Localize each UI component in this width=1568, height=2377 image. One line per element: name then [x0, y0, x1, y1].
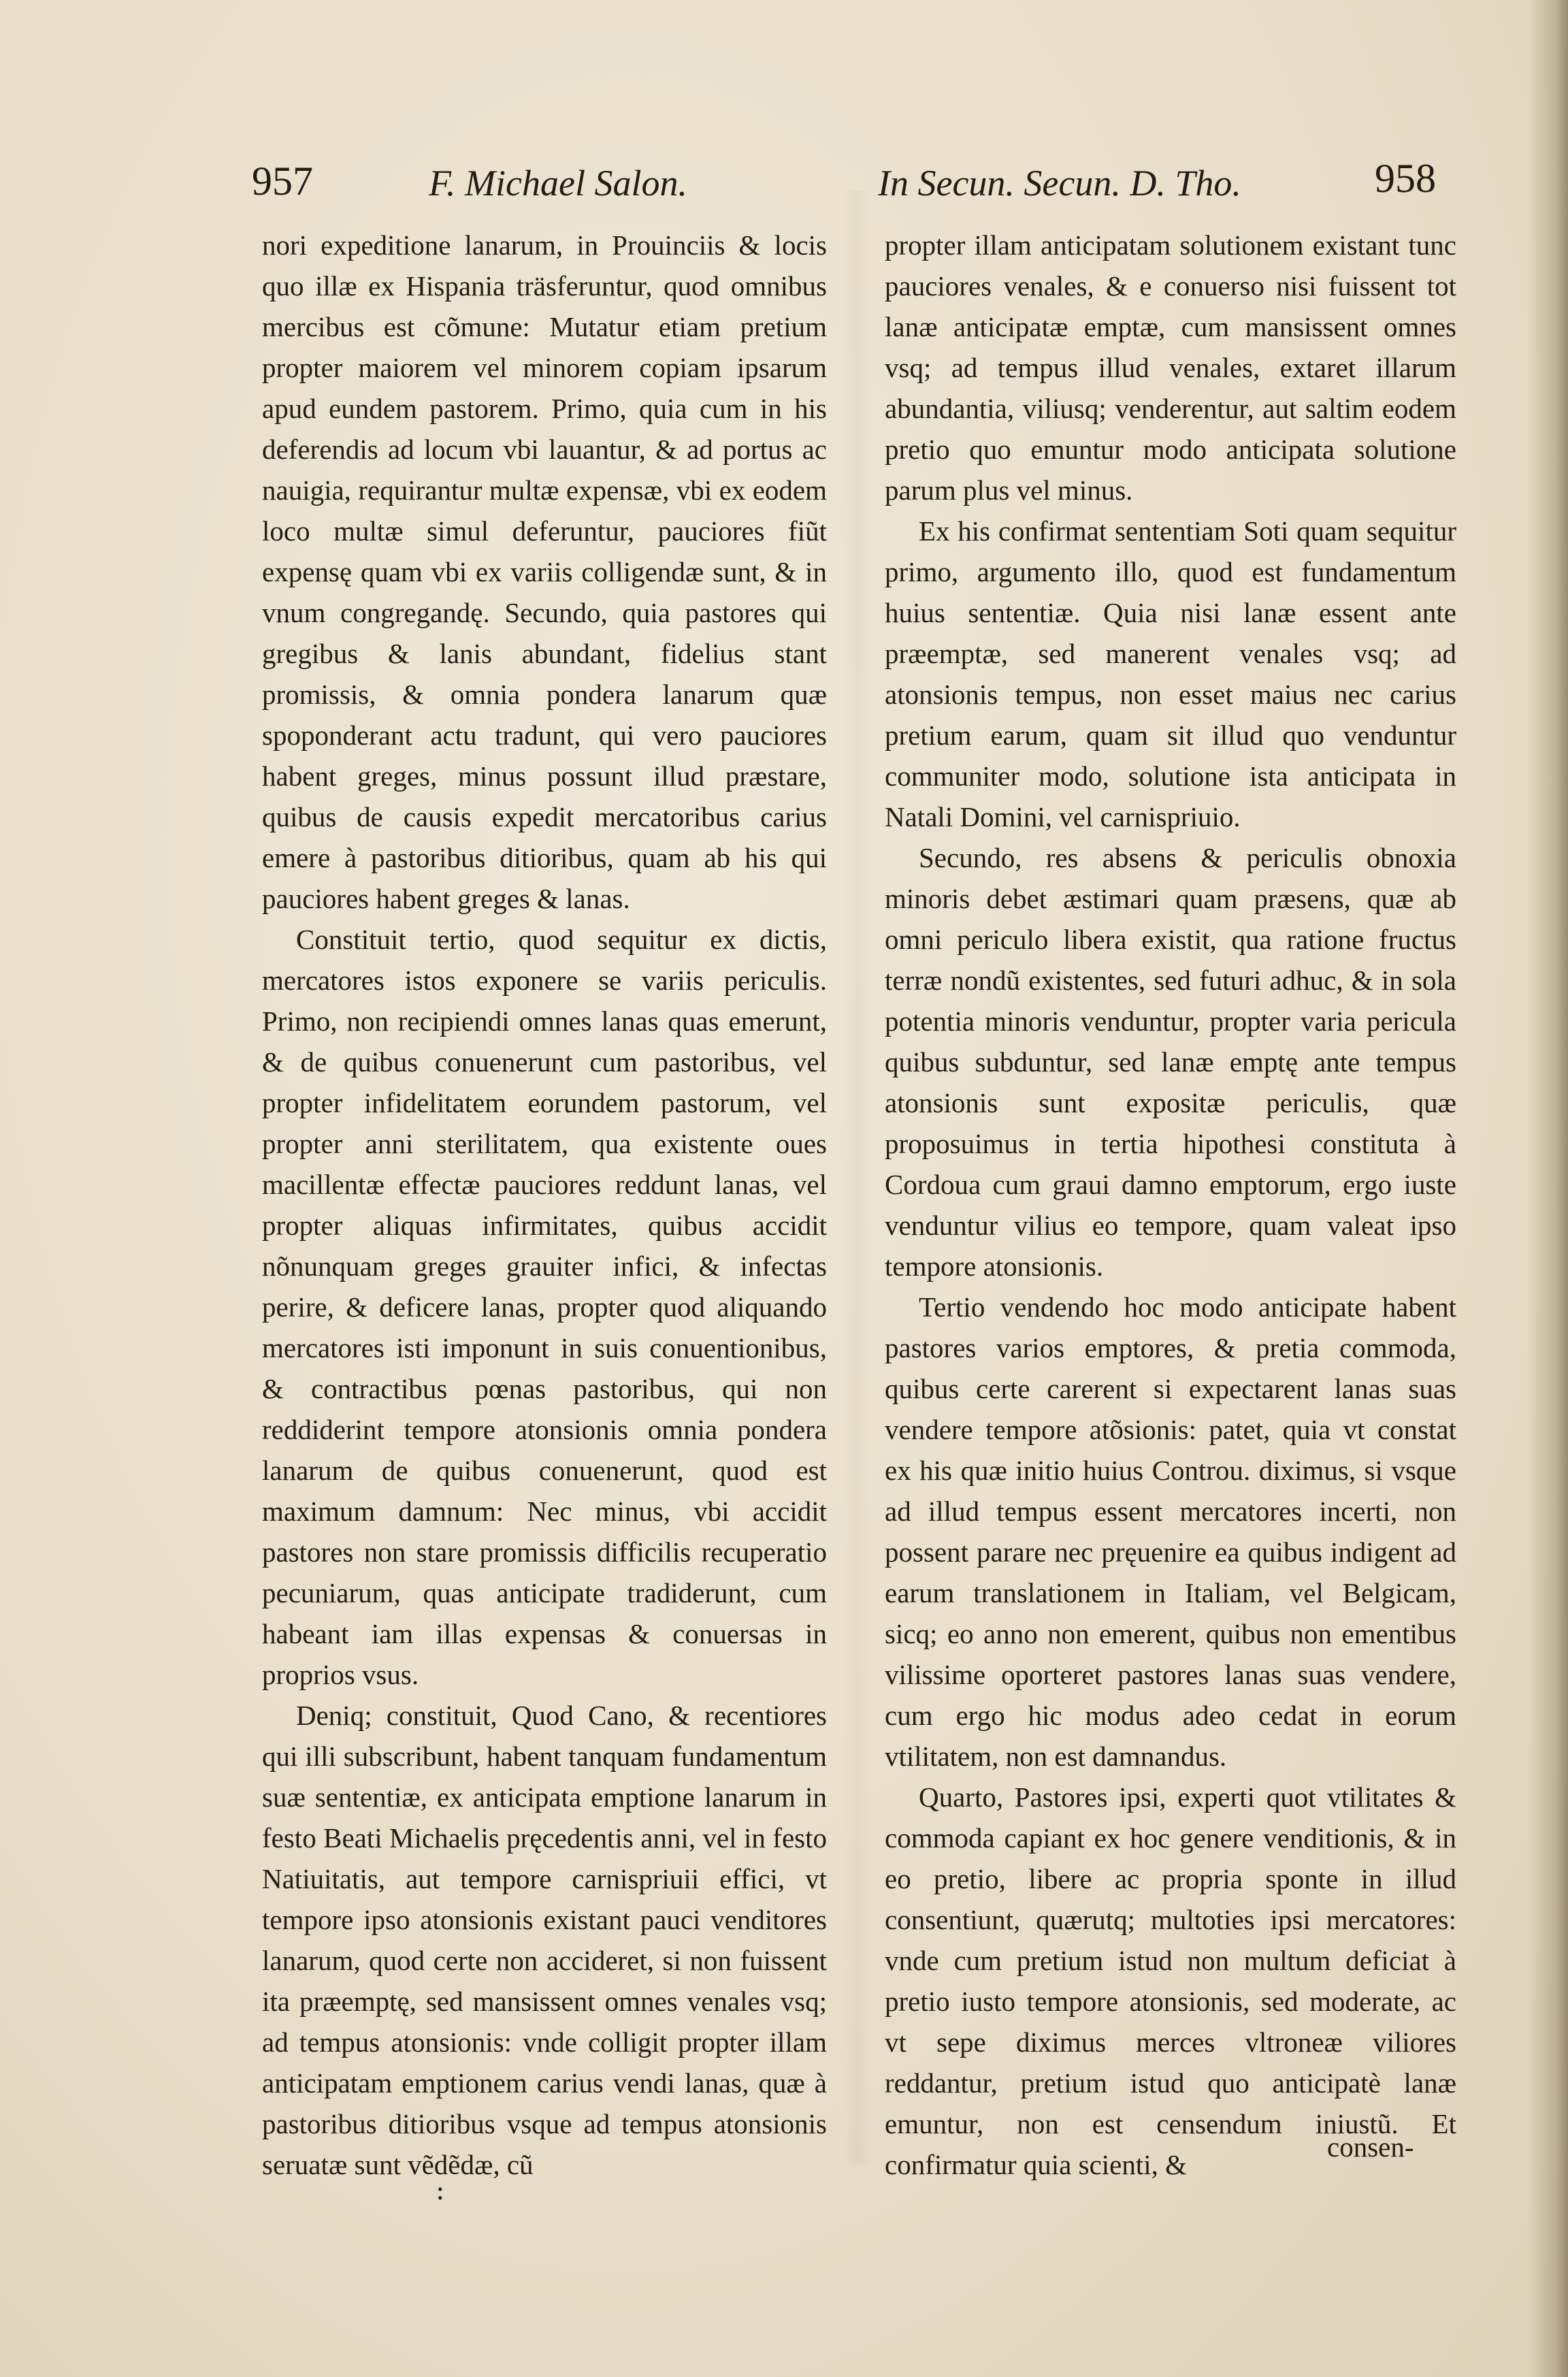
right-column — [885, 225, 1456, 2185]
bottom-mark: : — [436, 2175, 445, 2206]
paragraph: Quarto, Pastores ipsi, experti quot vtilitates & commoda capiant ex hoc genere venditionis, & in eo pretio, libere ac propria sponte in illud consentiunt, quærutq; multoties ipsi mercatores: vnde cum pretium istud non multum deficiat à pretio iusto tempore atonsionis, sed moderate, ac vt sepe diximus merces vltroneæ viliores reddantur, pretium istud quo anticipatè lanæ emuntur, non est censendum iniustũ. Et confirmatur quia scienti, & — [885, 1781, 1456, 2180]
gutter-shadow — [844, 191, 871, 2165]
catchword: consen- — [1327, 2131, 1414, 2163]
paragraph: Ex his confirmat sententiam Soti quam sequitur primo, argumento illo, quod est fundamentum huius sententiæ. Quia nisi lanæ essent ante præemptæ, sed manerent venales vsq; ad atonsionis tempus, non esset maius nec carius pretium earum, quam sit illud quo venduntur communiter modo, solutione ista anticipata in Natali Domini, vel carnispriuio. — [885, 515, 1456, 832]
left-column — [262, 225, 827, 2185]
page-edge — [1527, 0, 1568, 2377]
paragraph: Secundo, res absens & periculis obnoxia minoris debet æstimari quam præsens, quæ ab omni periculo libera existit, qua ratione fructus terræ nondũ existentes, sed futuri adhuc, & in sola potentia minoris venduntur, propter varia pericula quibus subduntur, sed lanæ emptę ante tempus atonsionis sunt expositæ periculis, quæ proposuimus in tertia hipothesi constituta à Cordoua cum graui damno emptorum, ergo iuste venduntur vilius eo tempore, quam valeat ipso tempore atonsionis. — [885, 842, 1456, 1282]
paragraph: Tertio vendendo hoc modo anticipate habent pastores varios emptores, & pretia commoda, quibus certe carerent si expectarent lanas suas vendere tempore atõsionis: patet, quia vt constat ex his quæ initio huius Controu. diximus, si vsque ad illud tempus essent mercatores incerti, non possent parare nec pręuenire ea quibus indigent ad earum translationem in Italiam, vel Belgicam, sicq; eo anno non emerent, quibus non ementibus vilissime oporteret pastores lanas suas vendere, cum ergo hic modus adeo cedat in eorum vtilitatem, non est damnandus. — [885, 1291, 1456, 1772]
paragraph: propter illam anticipatam solutionem existant tunc pauciores venales, & e conuerso nisi fuissent tot lanæ anticipatæ emptæ, cum mansissent omnes vsq; ad tempus illud venales, extaret illarum abundantia, viliusq; venderentur, aut saltim eodem pretio quo emuntur modo anticipata solutione parum plus vel minus. — [885, 229, 1456, 506]
paragraph: Deniq; constituit, Quod Cano, & recentiores qui illi subscribunt, habent tanquam fundamentum suæ sententiæ, ex anticipata emptione lanarum in festo Beati Michaelis pręcedentis anni, vel in festo Natiuitatis, aut tempore carnispriuii effici, vt tempore ipso atonsionis existant pauci venditores lanarum, quod certe non accideret, si non fuissent ita præemptę, sed mansissent omnes venales vsq; ad tempus atonsionis: vnde colligit propter illam anticipatam emptionem carius vendi lanas, quæ à pastoribus ditioribus vsque ad tempus atonsionis seruatæ sunt vẽdẽdæ, cũ — [262, 1700, 827, 2180]
running-title-left: F. Michael Salon. — [429, 163, 687, 204]
running-title-right: In Secun. Secun. D. Tho. — [878, 163, 1241, 204]
paragraph: nori expeditione lanarum, in Prouinciis & locis quo illæ ex Hispania träsferuntur, quod omnibus mercibus est cõmune: Mutatur etiam pretium propter maiorem vel minorem copiam ipsarum apud eundem pastorem. Primo, quia cum in his deferendis ad locum vbi lauantur, & ad portus ac nauigia, requirantur multæ expensæ, vbi ex eodem loco multæ simul deferuntur, pauciores fiũt expensę quam vbi ex variis colligendæ sunt, & in vnum congregandę. Secundo, quia pastores qui gregibus & lanis abundant, fidelius stant promissis, & omnia pondera lanarum quæ spoponderant actu tradunt, qui vero pauciores habent greges, minus possunt illud præstare, quibus de causis expedit mercatoribus carius emere à pastoribus ditioribus, quam ab his qui pauciores habent greges & lanas. — [262, 229, 827, 914]
page-number-left: 957 — [252, 159, 313, 204]
running-header — [252, 158, 1477, 219]
page-number-right: 958 — [1375, 156, 1436, 201]
paragraph: Constituit tertio, quod sequitur ex dictis, mercatores istos exponere se variis periculis. Primo, non recipiendi omnes lanas quas emerunt, & de quibus conuenerunt cum pastoribus, vel propter infidelitatem eorundem pastorum, vel propter anni sterilitatem, qua existente oues macillentæ effectæ pauciores reddunt lanas, vel propter aliquas infirmitates, quibus accidit nõnunquam greges grauiter infici, & infectas perire, & deficere lanas, propter quod aliquando mercatores isti imponunt in suis conuentionibus, & contractibus pœnas pastoribus, qui non reddiderint tempore atonsionis omnia pondera lanarum de quibus conuenerunt, quod est maximum damnum: Nec minus, vbi accidit pastores non stare promissis difficilis recuperatio pecuniarum, quas anticipate tradiderunt, cum habeant iam illas expensas & conuersas in proprios vsus. — [262, 924, 827, 1690]
